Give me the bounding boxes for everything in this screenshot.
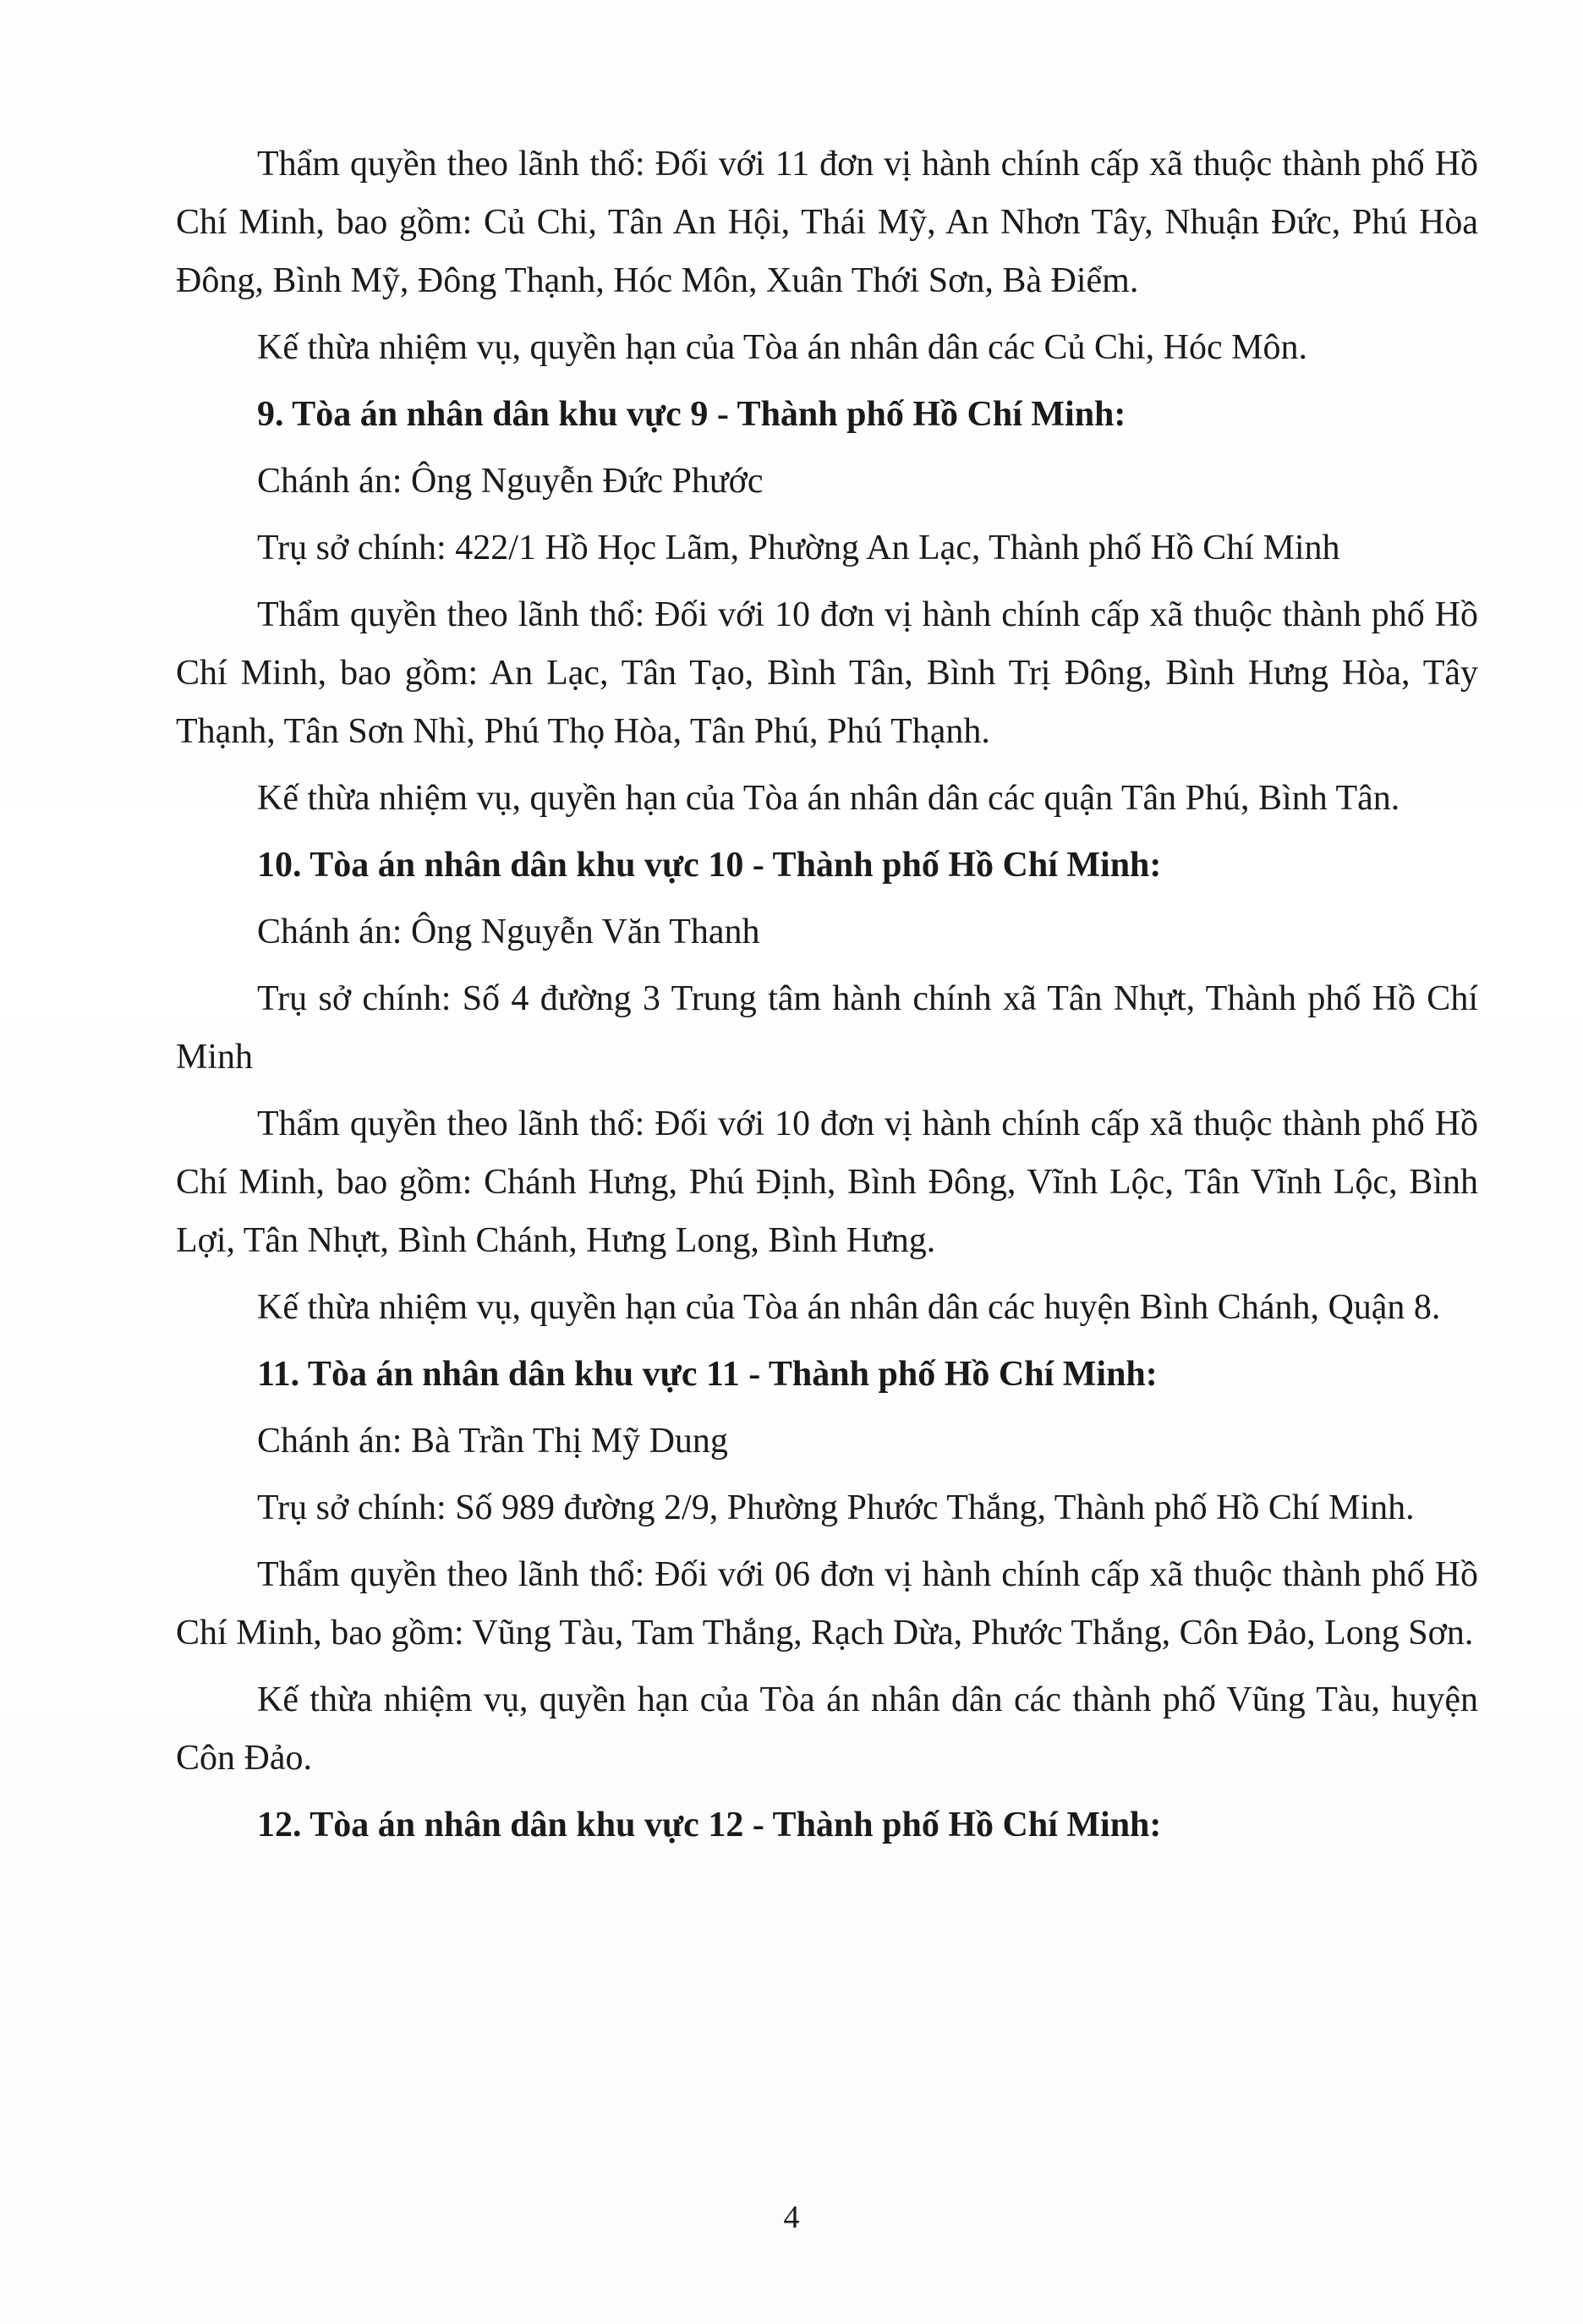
paragraph-chief-judge: Chánh án: Bà Trần Thị Mỹ Dung xyxy=(257,1422,728,1461)
paragraph-chief-judge: Chánh án: Ông Nguyễn Đức Phước xyxy=(257,462,764,501)
paragraph-headquarters: Trụ sở chính: 422/1 Hồ Học Lãm, Phường An Lạc, Thành phố Hồ Chí Minh xyxy=(257,529,1340,567)
page-number: 4 xyxy=(783,2200,800,2235)
paragraph-territorial-jurisdiction: Thẩm quyền theo lãnh thổ: Đối với 11 đơn vị hành chính cấp xã thuộc thành phố Hồ Chí Minh, bao gồm: Củ Chi, Tân An Hội, Thái Mỹ, An Nhơn Tây, Nhuận Đức, Phú Hòa Đông, Bình Mỹ, Đông Thạnh, Hóc Môn, Xuân Thới Sơn, Bà Điểm. xyxy=(176,145,1478,300)
section-heading-court-9: 9. Tòa án nhân dân khu vực 9 - Thành phố Hồ Chí Minh: xyxy=(257,395,1126,434)
paragraph-territorial-jurisdiction: Thẩm quyền theo lãnh thổ: Đối với 10 đơn vị hành chính cấp xã thuộc thành phố Hồ Chí Minh, bao gồm: An Lạc, Tân Tạo, Bình Tân, Bình Trị Đông, Bình Hưng Hòa, Tây Thạnh, Tân Sơn Nhì, Phú Thọ Hòa, Tân Phú, Phú Thạnh. xyxy=(176,595,1478,751)
paragraph-headquarters: Trụ sở chính: Số 989 đường 2/9, Phường Phước Thắng, Thành phố Hồ Chí Minh. xyxy=(257,1488,1415,1527)
section-heading-court-10: 10. Tòa án nhân dân khu vực 10 - Thành phố Hồ Chí Minh: xyxy=(257,846,1162,885)
paragraph-headquarters: Trụ sở chính: Số 4 đường 3 Trung tâm hành chính xã Tân Nhựt, Thành phố Hồ Chí Minh xyxy=(176,979,1478,1077)
section-heading-court-11: 11. Tòa án nhân dân khu vực 11 - Thành phố Hồ Chí Minh: xyxy=(257,1355,1158,1394)
paragraph-territorial-jurisdiction: Thẩm quyền theo lãnh thổ: Đối với 10 đơn vị hành chính cấp xã thuộc thành phố Hồ Chí Minh, bao gồm: Chánh Hưng, Phú Định, Bình Đông, Vĩnh Lộc, Tân Vĩnh Lộc, Bình Lợi, Tân Nhựt, Bình Chánh, Hưng Long, Bình Hưng. xyxy=(176,1104,1478,1260)
paragraph-chief-judge: Chánh án: Ông Nguyễn Văn Thanh xyxy=(257,913,760,951)
section-heading-court-12: 12. Tòa án nhân dân khu vực 12 - Thành phố Hồ Chí Minh: xyxy=(257,1806,1162,1844)
paragraph-inherited-duties: Kế thừa nhiệm vụ, quyền hạn của Tòa án nhân dân các huyện Bình Chánh, Quận 8. xyxy=(257,1288,1441,1327)
paragraph-inherited-duties: Kế thừa nhiệm vụ, quyền hạn của Tòa án nhân dân các quận Tân Phú, Bình Tân. xyxy=(257,779,1400,818)
paragraph-inherited-duties: Kế thừa nhiệm vụ, quyền hạn của Tòa án nhân dân các Củ Chi, Hóc Môn. xyxy=(257,328,1307,367)
paragraph-inherited-duties: Kế thừa nhiệm vụ, quyền hạn của Tòa án nhân dân các thành phố Vũng Tàu, huyện Côn Đảo. xyxy=(176,1680,1478,1778)
document-body xyxy=(176,135,1478,1863)
paragraph-territorial-jurisdiction: Thẩm quyền theo lãnh thổ: Đối với 06 đơn vị hành chính cấp xã thuộc thành phố Hồ Chí Minh, bao gồm: Vũng Tàu, Tam Thắng, Rạch Dừa, Phước Thắng, Côn Đảo, Long Sơn. xyxy=(176,1555,1478,1653)
